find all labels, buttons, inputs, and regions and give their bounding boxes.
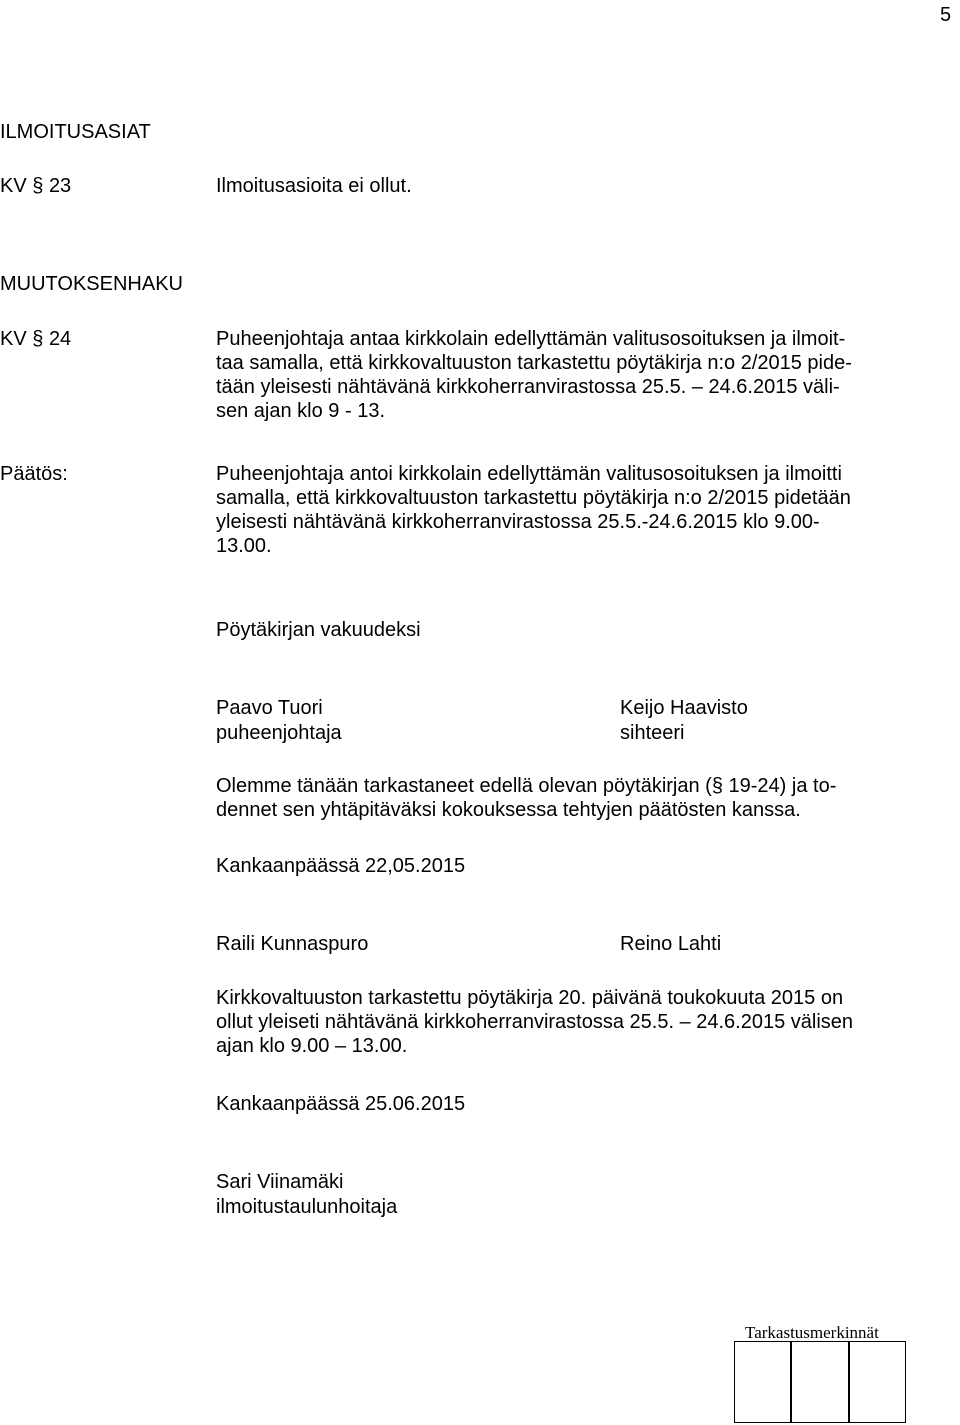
decision-line: yleisesti nähtävänä kirkkoherranvirastossa 25.5.-24.6.2015 klo 9.00- xyxy=(216,511,820,533)
signer1-role: puheenjohtaja xyxy=(216,722,342,744)
proposal-line: taa samalla, että kirkkovaltuuston tarkastettu pöytäkirja n:o 2/2015 pide- xyxy=(216,352,852,374)
ilmoitusasiat-text: Ilmoitusasioita ei ollut. xyxy=(216,175,412,197)
notice-paragraph xyxy=(216,986,936,1058)
kv-24-reference xyxy=(0,327,71,351)
kv-number: 24 xyxy=(48,328,72,350)
review-paragraph xyxy=(216,774,936,822)
review-line: dennet sen yhtäpitäväksi kokouksessa tehtyjen päätösten kanssa. xyxy=(216,799,801,821)
kv-label: KV xyxy=(0,175,27,197)
inspection-cell xyxy=(848,1341,906,1423)
notice-line: ajan klo 9.00 – 13.00. xyxy=(216,1035,408,1057)
inspection-marks-box xyxy=(734,1341,906,1423)
reviewer2-name: Reino Lahti xyxy=(620,933,722,955)
reviewer1-name: Raili Kunnaspuro xyxy=(216,933,369,955)
decision-paragraph xyxy=(216,462,936,558)
notice-signer-name: Sari Viinamäki xyxy=(216,1171,344,1193)
inspection-cell xyxy=(734,1341,792,1423)
section-symbol: § xyxy=(32,328,44,350)
proposal-line: Puheenjohtaja antaa kirkkolain edellyttämän valitusosoituksen ja ilmoit- xyxy=(216,328,846,350)
section-heading-muutoksenhaku: MUUTOKSENHAKU xyxy=(0,273,183,295)
inspection-marks-label: Tarkastusmerkinnät xyxy=(745,1323,879,1342)
notice-line: ollut yleiseti nähtävänä kirkkoherranvirastossa 25.5. – 24.6.2015 välisen xyxy=(216,1011,854,1033)
notice-place-date: Kankaanpäässä 25.06.2015 xyxy=(216,1093,466,1115)
notice-signer-role: ilmoitustaulunhoitaja xyxy=(216,1196,398,1218)
decision-line: Puheenjohtaja antoi kirkkolain edellyttämän valitusosoituksen ja ilmoitti xyxy=(216,463,842,485)
section-symbol: § xyxy=(32,175,44,197)
decision-line: 13.00. xyxy=(216,535,272,557)
page-number: 5 xyxy=(940,4,952,26)
kv-23-reference xyxy=(0,174,71,198)
review-place-date: Kankaanpäässä 22,05.2015 xyxy=(216,855,466,877)
kv-label: KV xyxy=(0,328,27,350)
signer2-name: Keijo Haavisto xyxy=(620,697,748,719)
proposal-paragraph xyxy=(216,327,936,423)
inspection-cell xyxy=(790,1341,850,1423)
section-heading-ilmoitusasiat: ILMOITUSASIAT xyxy=(0,121,151,143)
proposal-line: sen ajan klo 9 - 13. xyxy=(216,400,385,422)
proposal-line: tään yleisesti nähtävänä kirkkoherranvirastossa 25.5. – 24.6.2015 väli- xyxy=(216,376,840,398)
review-line: Olemme tänään tarkastaneet edellä olevan pöytäkirjan (§ 19-24) ja to- xyxy=(216,775,837,797)
signer2-role: sihteeri xyxy=(620,722,685,744)
kv-number: 23 xyxy=(48,175,72,197)
decision-label: Päätös: xyxy=(0,463,68,485)
decision-line: samalla, että kirkkovaltuuston tarkastettu pöytäkirja n:o 2/2015 pidetään xyxy=(216,487,851,509)
certification-title: Pöytäkirjan vakuudeksi xyxy=(216,619,421,641)
notice-line: Kirkkovaltuuston tarkastettu pöytäkirja 20. päivänä toukokuuta 2015 on xyxy=(216,987,844,1009)
signer1-name: Paavo Tuori xyxy=(216,697,323,719)
